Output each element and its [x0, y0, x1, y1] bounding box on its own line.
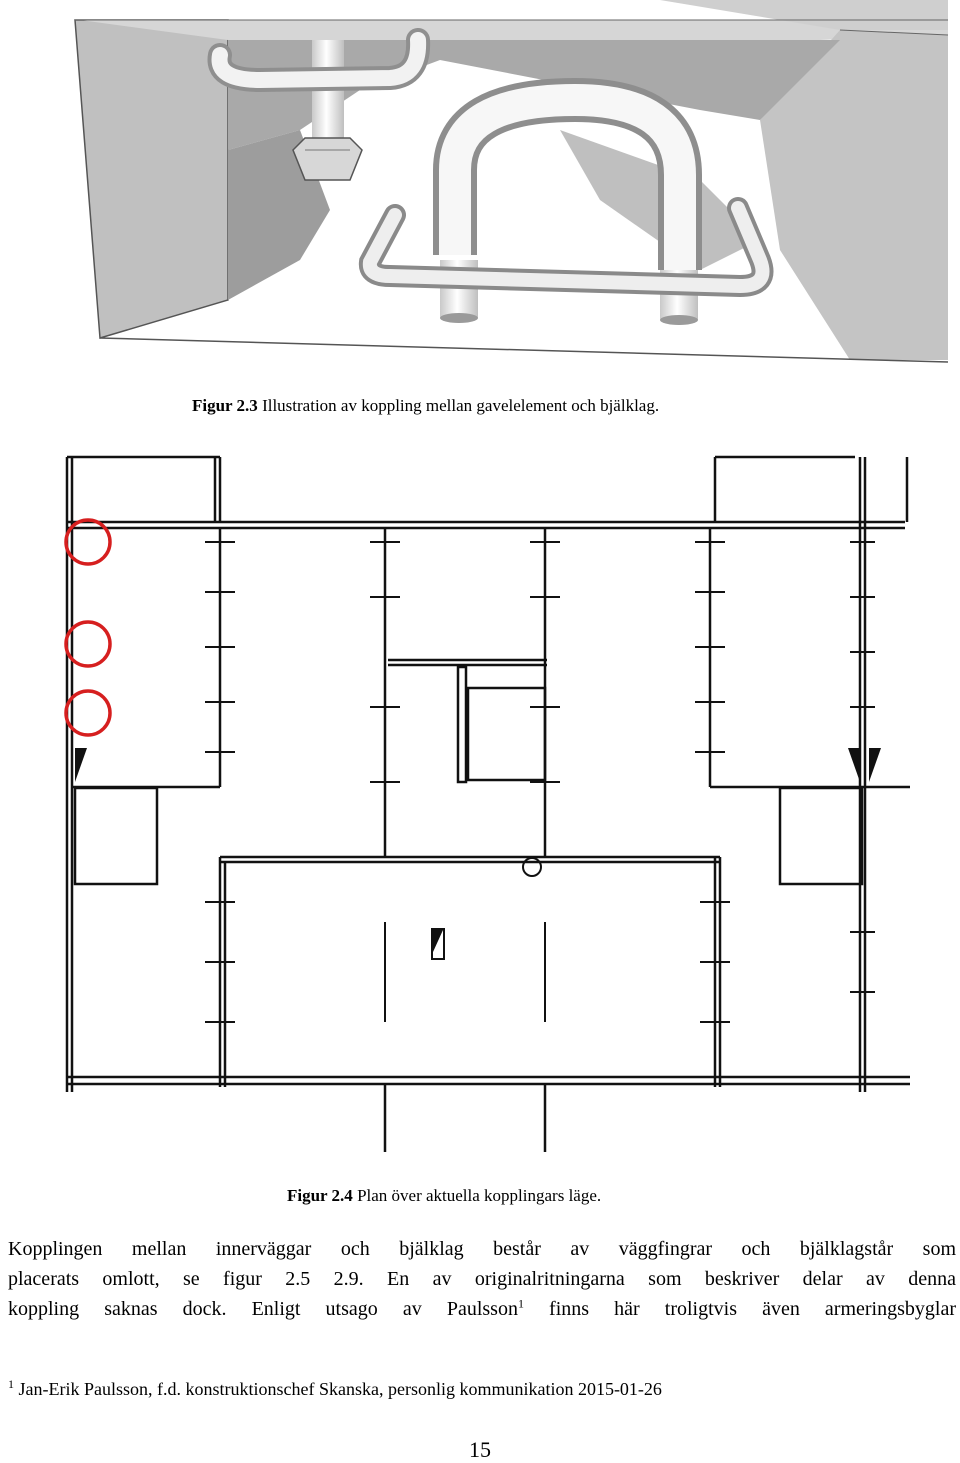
footnote-text: Jan-Erik Paulsson, f.d. konstruktionschef Skanska, personlig kommunikation 2015-01-26 — [18, 1379, 662, 1399]
figure-2-4-floor-plan — [55, 452, 915, 1157]
body-line-2: placerats omlott, se figur 2.5 2.9. En av originalritningarna som beskriver delar av denna — [8, 1268, 956, 1290]
page-number: 15 — [469, 1437, 491, 1462]
footnote-marker: 1 — [8, 1377, 14, 1391]
body-line-3-start: koppling saknas dock. Enligt utsago av Paulsson — [8, 1298, 518, 1320]
body-paragraph — [8, 1234, 956, 1324]
body-line-3 — [8, 1294, 956, 1324]
footnote — [8, 1379, 662, 1400]
body-line-1: Kopplingen mellan innerväggar och bjälklag består av väggfingrar och bjälklagstår som — [8, 1238, 956, 1260]
figure-2-4-caption — [287, 1186, 601, 1206]
figure-caption-text: Plan över aktuella kopplingars läge. — [357, 1186, 602, 1205]
footnote-ref: 1 — [517, 1296, 524, 1311]
figure-2-3-caption — [192, 396, 659, 416]
figure-label: Figur 2.3 — [192, 396, 258, 415]
body-line-3-end: finns här troligtvis även armeringsbyglar — [549, 1298, 956, 1320]
figure-label: Figur 2.4 — [287, 1186, 353, 1205]
figure-2-3-illustration — [0, 0, 960, 375]
figure-caption-text: Illustration av koppling mellan gavelelement och bjälklag. — [262, 396, 660, 415]
